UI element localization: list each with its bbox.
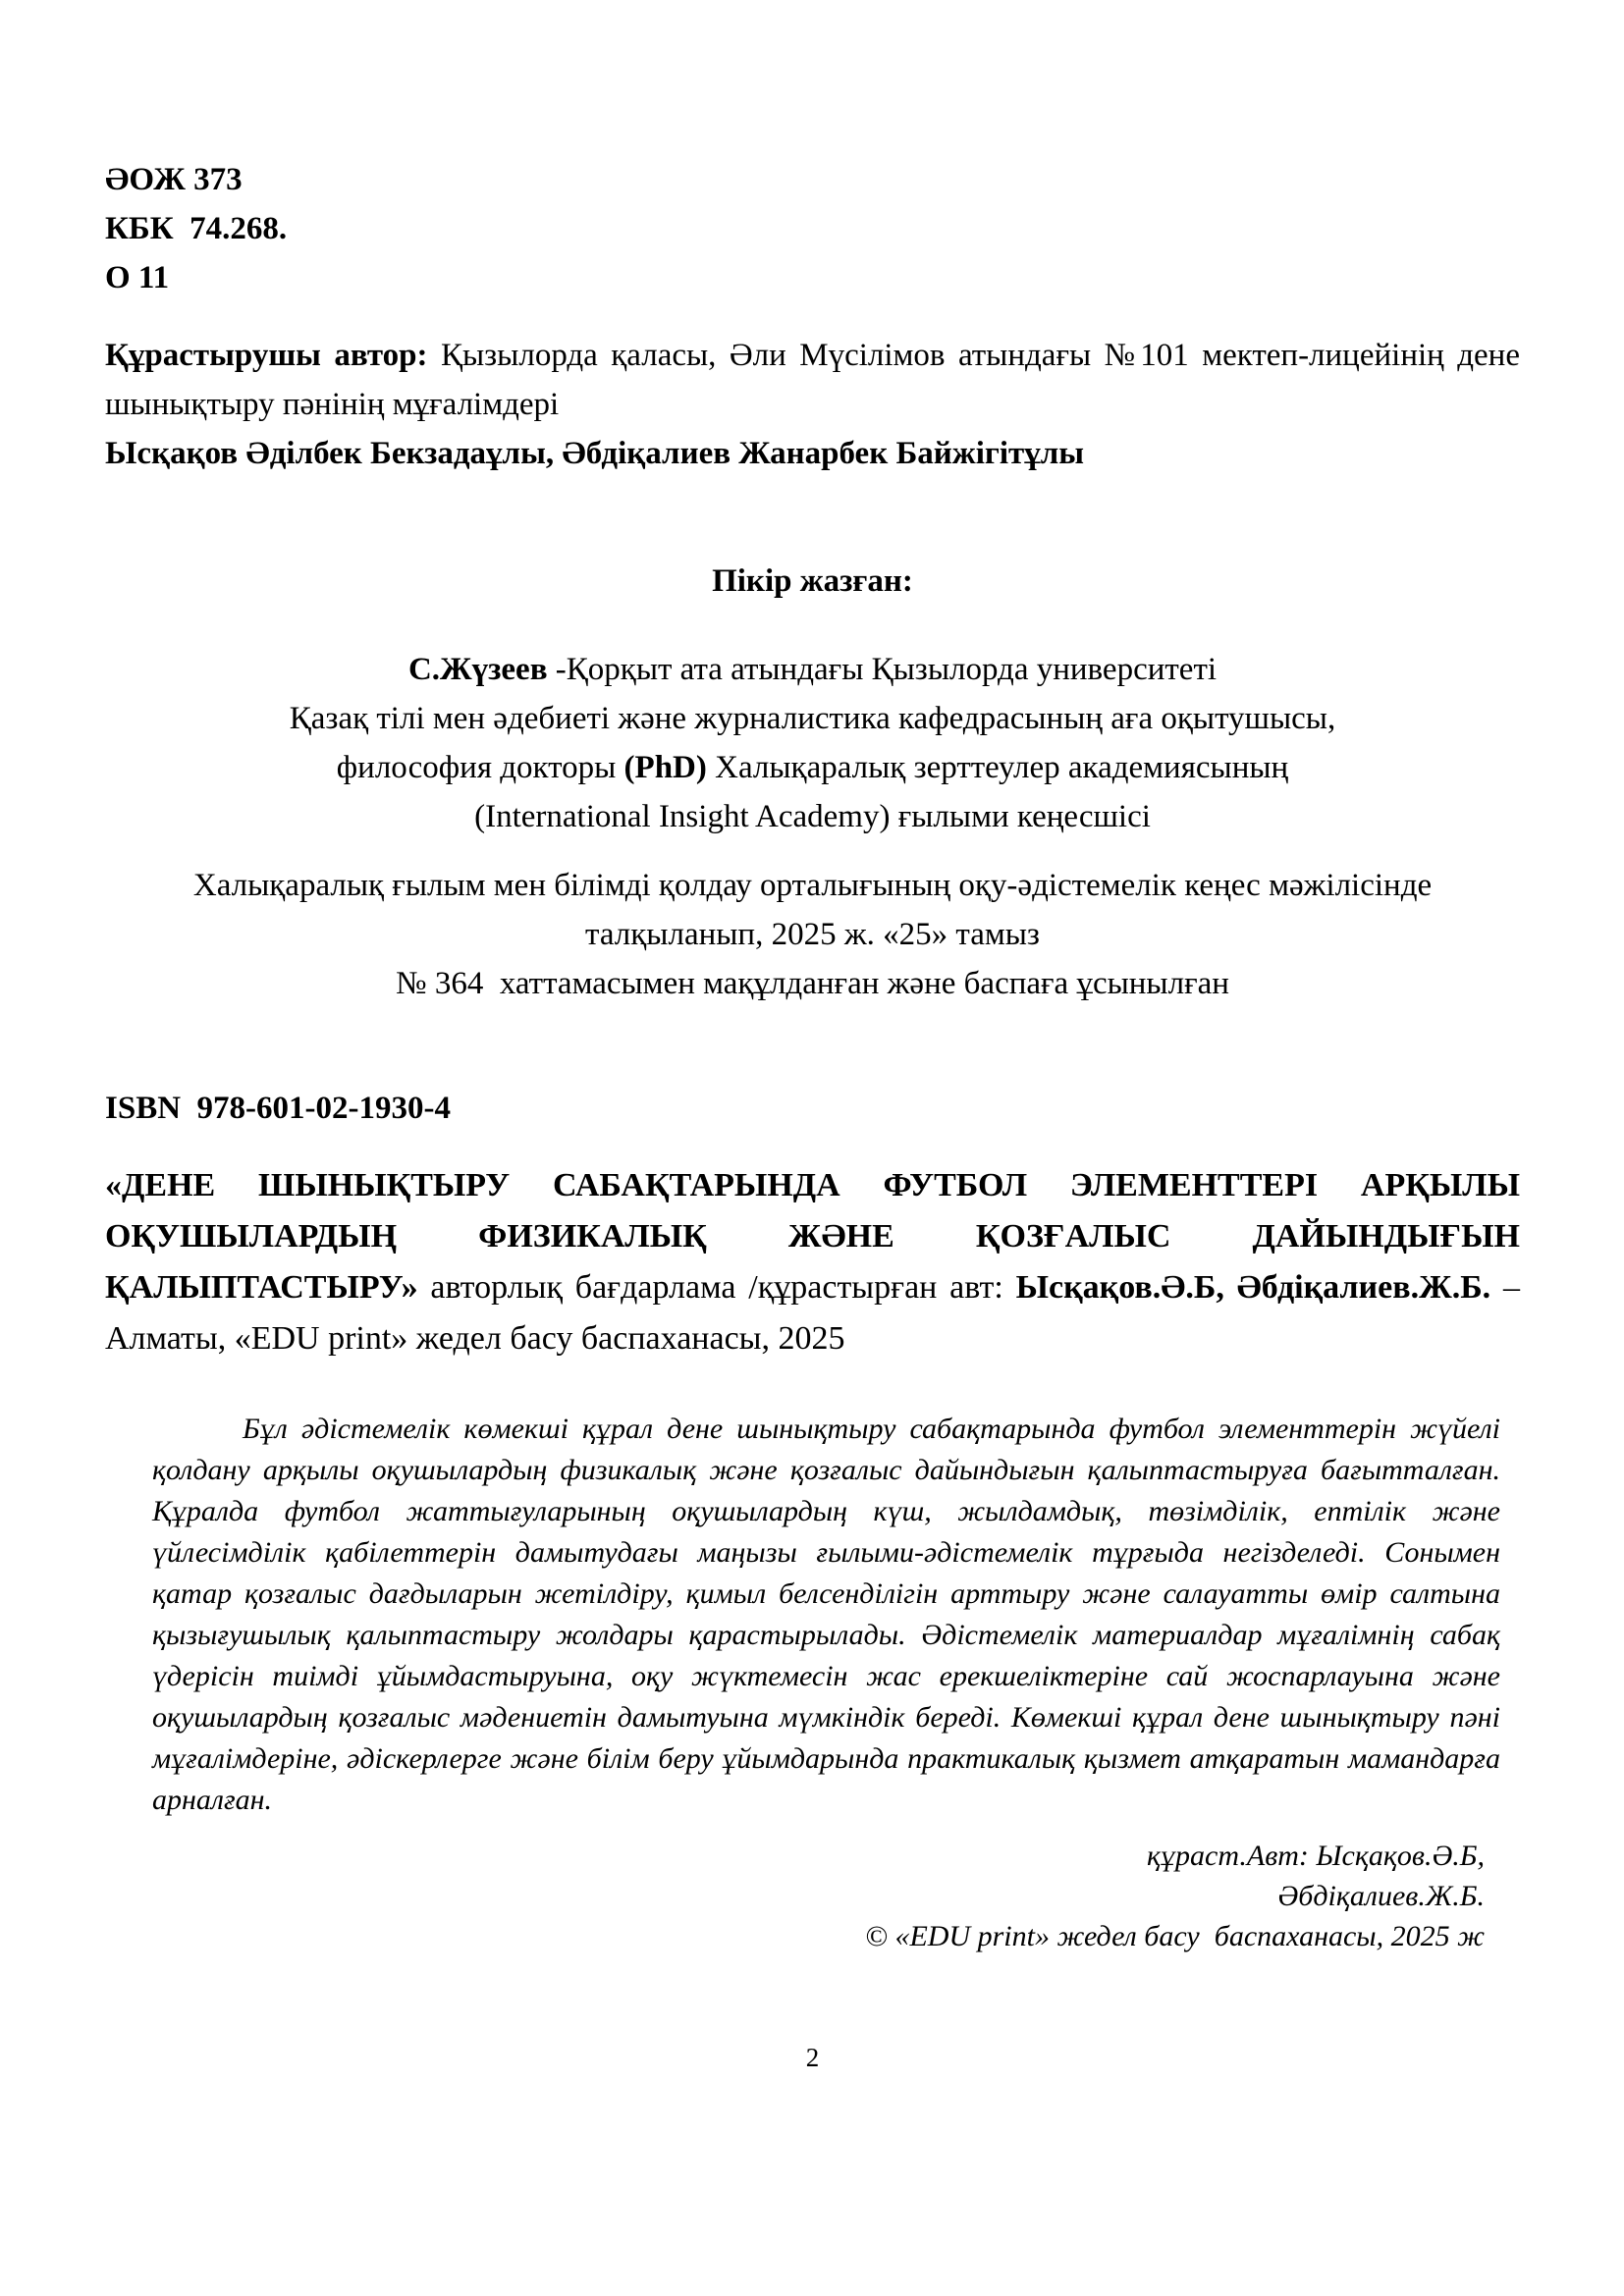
- reviewer-line: [105, 743, 1520, 792]
- title-authors: Ысқақов.Ә.Б, Әбдіқалиев.Ж.Б.: [1015, 1269, 1491, 1306]
- title-paragraph: [105, 1160, 1529, 1364]
- credits-line: Әбдіқалиев.Ж.Б.: [1277, 1880, 1485, 1912]
- approval-note: [105, 861, 1520, 1008]
- copyright-line: © «EDU print» жедел басу баспаханасы, 2025 ж: [865, 1920, 1485, 1952]
- reviewer-affiliation: -Қорқыт ата атындағы Қызылорда университеті: [547, 652, 1218, 687]
- reviewer-line: Қазақ тілі мен әдебиеті және журналистика кафедрасының аға оқытушысы,: [289, 701, 1336, 736]
- compiler-names: Ысқақов Әділбек Бекзадаұлы, Әбдіқалиев Жанарбек Байжігітұлы: [105, 436, 1085, 471]
- approval-line: № 364 хаттамасымен мақұлданған және баспаға ұсынылған: [396, 966, 1229, 1001]
- reviewer-block: [105, 645, 1520, 841]
- isbn-line: ISBN 978-601-02-1930-4: [105, 1091, 451, 1126]
- page-number: 2: [805, 2043, 820, 2072]
- compiler-description: Қызылорда қаласы, Әли Мүсілімов атындағы №101 мектеп-лицейінің дене шынықтыру пәнінің мұғалімдері: [105, 338, 1520, 422]
- annotation-paragraph: Бұл әдістемелік көмекші құрал дене шынықтыру сабақтарында футбол элементтерін жүйелі қолдану арқылы оқушылардың физикалық және қозғалыс дайындығын қалыптастыруға бағытталған. Құралда футбол жаттығуларының оқушылардың күш, жылдамдық, төзімділік, ептілік және үйлесімділік қабілеттерін дамытудағы маңызы ғылыми-әдістемелік тұрғыда негізделеді. Сонымен қатар қозғалыс дағдыларын жетілдіру, қимыл белсенділігін арттыру және салауатты өмір салтына қызығушылық қалыптастыру жолдары қарастырылады. Әдістемелік материалдар мұғалімнің сабақ үдерісін тиімді ұйымдастыруына, оқу жүктемесін жас ерекшеліктеріне сай жоспарлауына және оқушылардың қозғалыс мәдениетін дамытуына мүмкіндік береді. Көмекші құрал дене шынықтыру пәні мұғалімдеріне, әдіскерлерге және білім беру ұйымдарында практикалық қызмет атқаратын мамандарға арналған.: [152, 1413, 1500, 1816]
- title-imprint: – Алматы, «EDU print» жедел басу баспаханасы, 2025: [105, 1269, 1529, 1357]
- reviewer-line: (International Insight Academy) ғылыми кеңесшісі: [474, 799, 1151, 834]
- author-sign: О 11: [105, 260, 170, 295]
- reviewer-academy: Халықаралық зерттеулер академиясының: [706, 750, 1289, 785]
- compiler-paragraph: [105, 331, 1520, 478]
- reviewer-name: С.Жүзеев: [407, 652, 548, 687]
- title-subtext: авторлық бағдарлама /құрастырған авт:: [417, 1269, 1016, 1306]
- udc-block: [105, 155, 1520, 302]
- compiler-label: Құрастырушы автор:: [105, 338, 428, 373]
- bbk-code: КБК 74.268.: [105, 211, 288, 246]
- review-heading: Пікір жазған:: [712, 563, 913, 599]
- udc-code: ӘОЖ 373: [105, 162, 243, 197]
- compiler-text: [105, 331, 1520, 429]
- book-title: «ДЕНЕ ШЫНЫҚТЫРУ САБАҚТАРЫНДА ФУТБОЛ ЭЛЕМЕНТТЕРІ АРҚЫЛЫ ОҚУШЫЛАРДЫҢ ФИЗИКАЛЫҚ ЖӘНЕ ҚОЗҒАЛЫС ДАЙЫНДЫҒЫН ҚАЛЫПТАСТЫРУ»: [105, 1167, 1520, 1306]
- reviewer-line: [105, 645, 1520, 694]
- credits-block: [105, 1836, 1485, 1956]
- credits-line: құраст.Авт: Ысқақов.Ә.Б,: [1147, 1840, 1485, 1872]
- reviewer-degree: философия докторы: [336, 750, 624, 785]
- reviewer-phd: (PhD): [623, 750, 707, 785]
- approval-line: Халықаралық ғылым мен білімді қолдау орталығының оқу-әдістемелік кеңес мәжілісінде талқыланып, 2025 ж. «25» тамыз: [192, 868, 1433, 952]
